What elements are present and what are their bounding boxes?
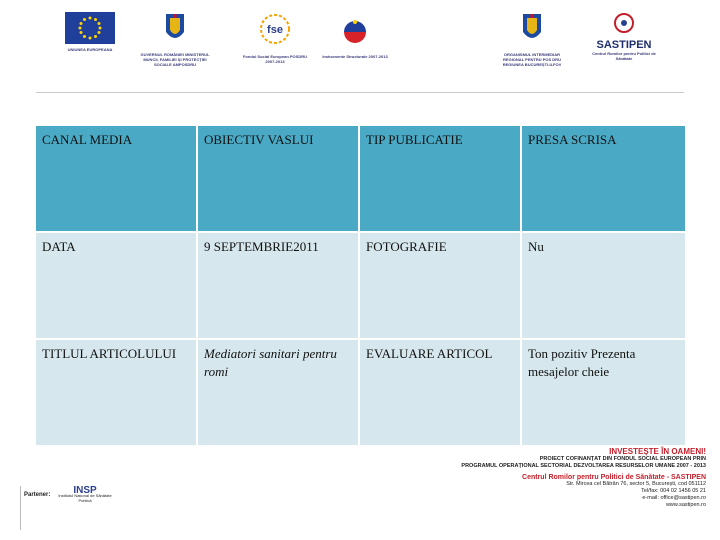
structural-instruments-logo <box>320 12 390 59</box>
table-cell: Ton pozitiv Prezenta mesajelor cheie <box>522 340 685 445</box>
header-divider <box>36 92 684 93</box>
org-address: Str. Mircea cel Bătrân 76, sector 5, București, cod 051112 <box>566 481 706 487</box>
org-email[interactable]: e-mail: office@sastipen.ro <box>642 495 706 501</box>
media-table <box>36 126 685 445</box>
table-cell: DATA <box>36 233 198 340</box>
insp-logo-text: INSP <box>73 485 97 496</box>
ro-government-caption: GUVERNUL ROMÂNIEI MINISTERUL MUNCII, FAMILIEI ȘI PROTECȚIEI SOCIALE AMPOSDRU <box>140 52 210 67</box>
regional-body-logo <box>493 12 571 67</box>
romania-crest-icon <box>164 12 186 44</box>
structural-instruments-icon <box>338 12 372 46</box>
fse-emblem-icon <box>258 12 292 46</box>
table-cell: TITLUL ARTICOLULUI <box>36 340 198 445</box>
table-cell: Mediatori sanitari pentru romi <box>198 340 360 445</box>
org-name: Centrul Romilor pentru Politici de Sănătate - SASTIPEN <box>522 474 706 481</box>
ro-government-logo <box>140 12 210 67</box>
table-cell: TIP PUBLICATIE <box>360 126 522 233</box>
project-line-2: PROGRAMUL OPERAȚIONAL SECTORIAL DEZVOLTAREA RESURSELOR UMANE 2007 - 2013 <box>461 463 706 469</box>
table-row <box>36 126 685 233</box>
fse-logo <box>240 12 310 64</box>
insp-name: Institutul Național de Sănătate Publică <box>58 493 112 503</box>
table-cell: FOTOGRAFIE <box>360 233 522 340</box>
structural-instruments-caption: Instrumente Structurale 2007-2013 <box>322 54 388 59</box>
table-row <box>36 233 685 340</box>
table-cell: EVALUARE ARTICOL <box>360 340 522 445</box>
footer-divider <box>20 486 21 530</box>
footer-info <box>461 447 706 509</box>
fse-caption: Fondul Social European POSDRU 2007-2013 <box>242 54 307 64</box>
org-website[interactable]: www.sastipen.ro <box>665 502 706 508</box>
eu-caption: UNIUNEA EUROPEANA <box>67 47 113 52</box>
sastipen-caption: Centrul Romilor pentru Politici de Sănătate <box>592 51 656 61</box>
insp-logo <box>58 485 112 503</box>
invest-slogan: INVESTEȘTE ÎN OAMENI! <box>609 447 706 456</box>
sastipen-brand: SASTIPEN <box>596 39 652 51</box>
sastipen-logo <box>588 12 660 61</box>
partner-label: Partener: <box>24 492 51 498</box>
project-line-1: PROIECT COFINANȚAT DIN FONDUL SOCIAL EUROPEAN PRIN <box>539 456 706 462</box>
table-row <box>36 340 685 445</box>
sastipen-emblem-icon <box>607 12 641 34</box>
regional-body-caption: ORGANISMUL INTERMEDIAR REGIONAL PENTRU POS DRU REGIUNEA BUCUREȘTI-ILFOV <box>502 52 562 67</box>
romania-crest-icon-2 <box>521 12 543 44</box>
table-cell: 9 SEPTEMBRIE2011 <box>198 233 360 340</box>
eu-flag-icon <box>65 12 115 44</box>
eu-logo <box>62 12 118 52</box>
svg-text:fse: fse <box>267 24 283 36</box>
table-cell: OBIECTIV VASLUI <box>198 126 360 233</box>
table-cell: Nu <box>522 233 685 340</box>
table-cell: PRESA SCRISA <box>522 126 685 233</box>
table-cell: CANAL MEDIA <box>36 126 198 233</box>
org-phone: Tel/fax: 004 02 1456 05 21 <box>641 488 706 494</box>
